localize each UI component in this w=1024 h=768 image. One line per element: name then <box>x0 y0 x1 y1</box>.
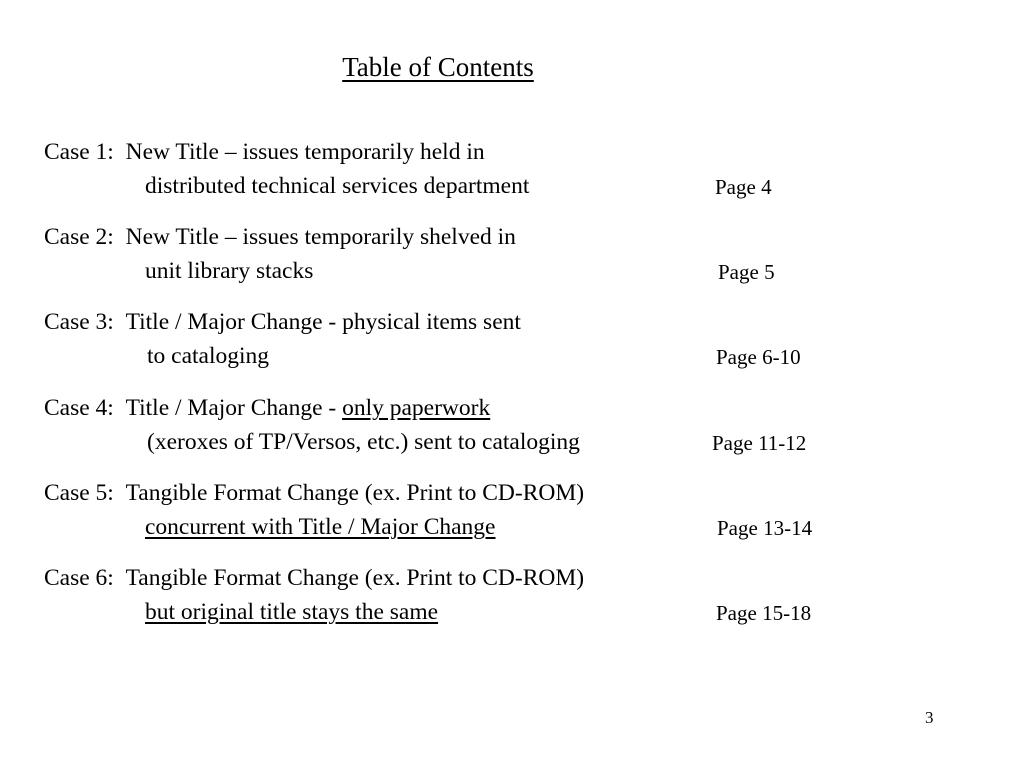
case-6-page-ref: Page 15-18 <box>716 601 812 625</box>
case-6-description: Tangible Format Change (ex. Print to CD-ROM) <box>125 565 585 591</box>
case-2-line-1 <box>44 222 516 252</box>
case-4-line-2: (xeroxes of TP/Versos, etc.) sent to cataloging <box>147 429 580 455</box>
slide-number: 3 <box>925 708 934 727</box>
case-6-emphasis: but original title stays the same <box>145 599 439 625</box>
case-2-line-2: unit library stacks <box>145 258 314 284</box>
case-4-label: Case 4: <box>44 395 114 421</box>
case-1-label: Case 1: <box>44 139 114 165</box>
case-1-line-1 <box>44 137 485 167</box>
case-6-line-2 <box>145 597 438 627</box>
case-5-emphasis: concurrent with Title / Major Change <box>145 514 496 540</box>
case-3-page-ref: Page 6-10 <box>716 345 801 369</box>
case-5-page-ref: Page 13-14 <box>717 516 813 540</box>
case-2-description: New Title – issues temporarily shelved in <box>125 224 516 250</box>
case-5-line-2 <box>145 512 496 542</box>
case-5-label: Case 5: <box>44 480 114 506</box>
case-5-line-1 <box>44 478 584 508</box>
case-4-line-1 <box>44 393 490 423</box>
case-6-line-1 <box>44 563 584 593</box>
case-3-line-2: to cataloging <box>147 343 270 369</box>
case-4-description: Title / Major Change - <box>125 395 343 421</box>
case-4-emphasis: only paperwork <box>342 395 491 421</box>
case-2-label: Case 2: <box>44 224 114 250</box>
case-1-description: New Title – issues temporarily held in <box>125 139 485 165</box>
case-4-page-ref: Page 11-12 <box>712 431 807 455</box>
case-2-page-ref: Page 5 <box>718 260 775 284</box>
case-5-description: Tangible Format Change (ex. Print to CD-ROM) <box>125 480 585 506</box>
slide-title: Table of Contents <box>342 52 534 82</box>
case-3-label: Case 3: <box>44 309 114 335</box>
case-1-page-ref: Page 4 <box>715 175 772 199</box>
case-3-line-1 <box>44 307 521 337</box>
case-6-label: Case 6: <box>44 565 114 591</box>
case-1-line-2: distributed technical services department <box>145 173 530 199</box>
case-3-description: Title / Major Change - physical items sent <box>125 309 521 335</box>
